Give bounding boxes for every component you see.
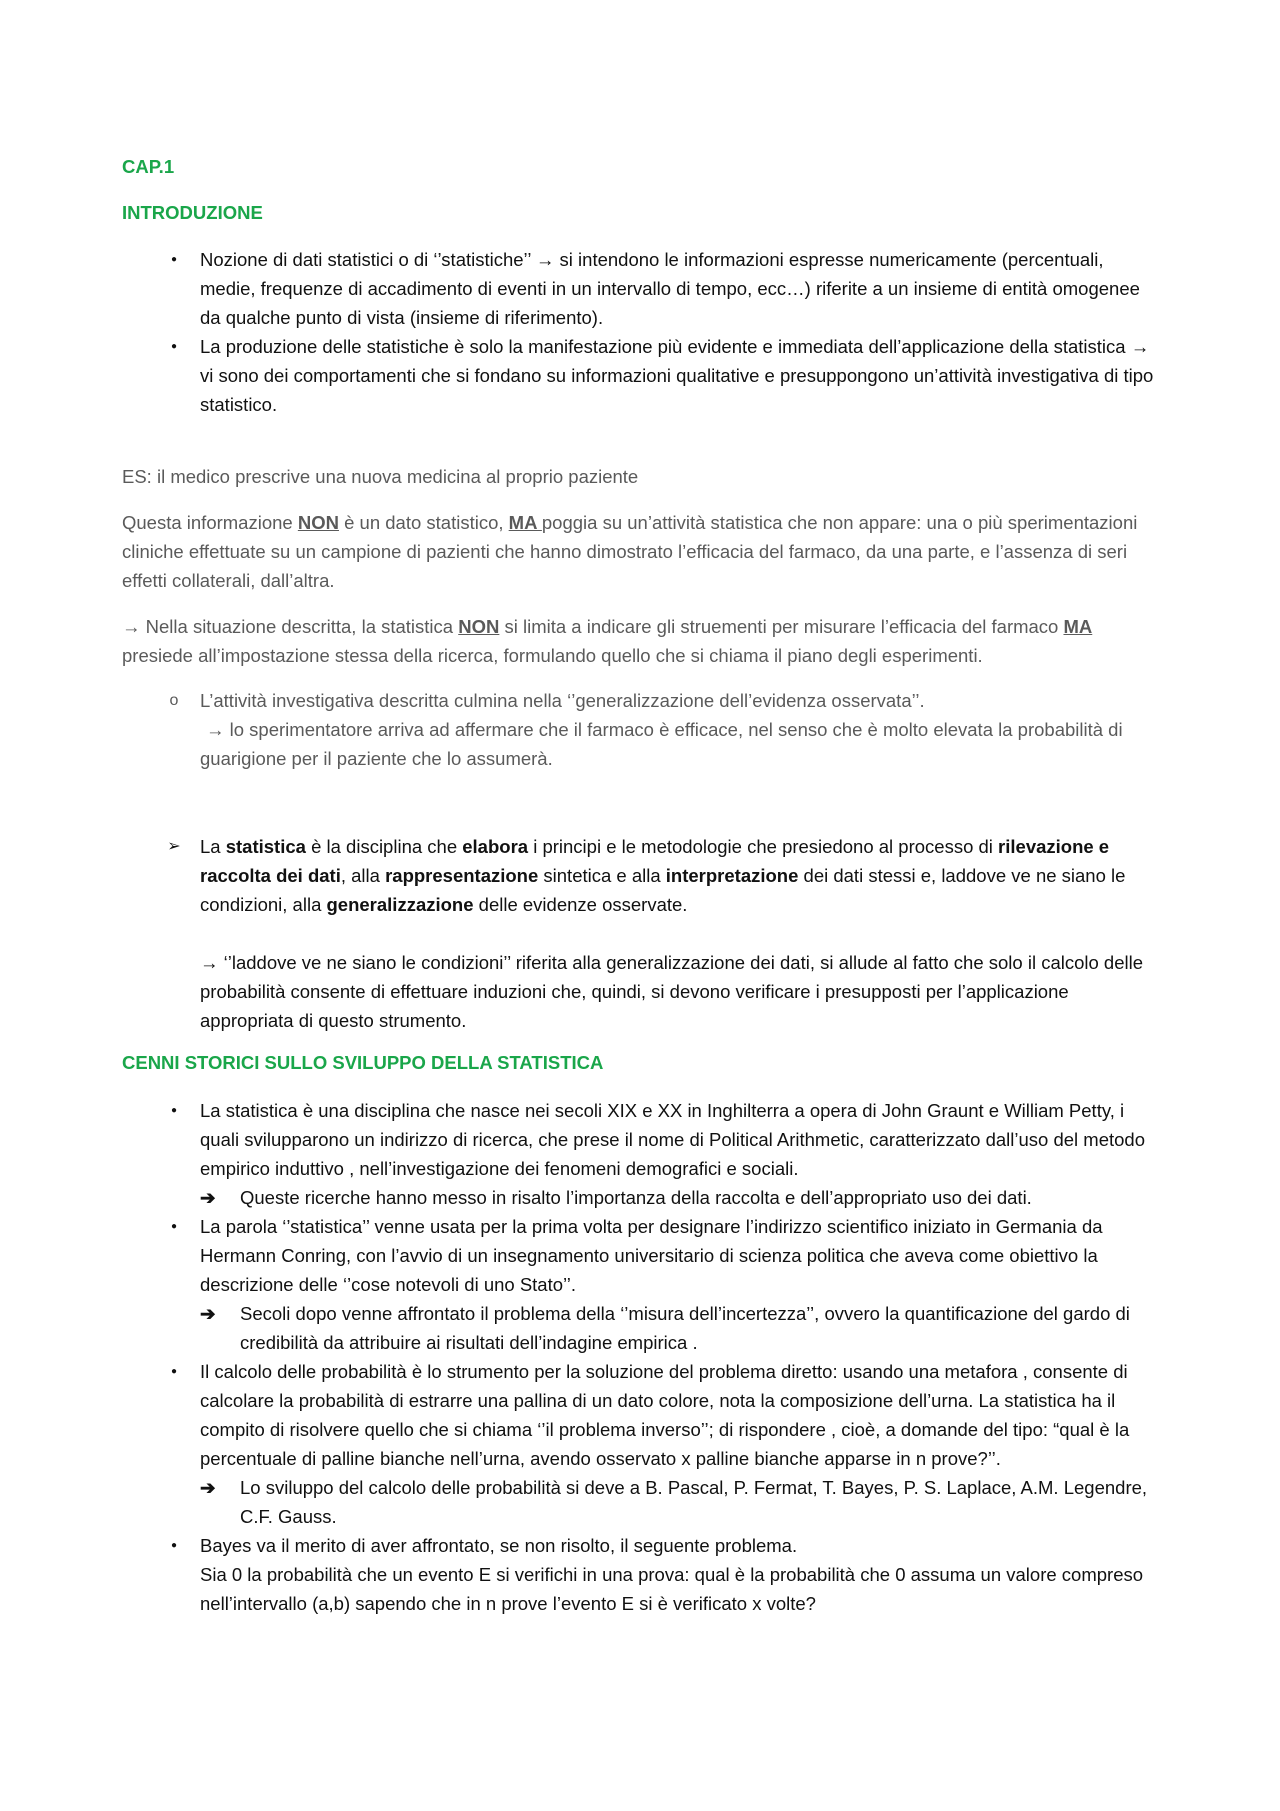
arrow-icon: ➔ [200,1303,216,1324]
bold-text: statistica [225,836,306,857]
list-item-text: → lo sperimentatore arriva ad affermare che il farmaco è efficace, nel senso che è molto elevata la probabilità di guarigione per il paziente che lo assumerà. [200,719,1123,769]
bullet-icon: ● [170,1540,178,1551]
list-item-text: Sia 0 la probabilità che un evento E si verifichi in una prova: qual è la probabilità che 0 assuma un valore compreso nell’intervallo (a,b) sapendo che in n prove l’evento E si è verificato x volte? [200,1564,1144,1614]
emphasis-ma: MA [1063,616,1093,637]
arrow-icon: ➔ [200,1477,216,1498]
bold-text: rilevazione e raccolta dei dati [200,836,1110,886]
bullet-icon: ● [170,1221,178,1232]
bold-text: interpretazione [665,865,799,886]
example-title: ES: il medico prescrive una nuova medicina al proprio paziente [122,466,639,487]
text: è la disciplina che [305,836,463,857]
text: Questa informazione [122,512,298,533]
text: delle evidenze osservate. [473,894,688,915]
text: i principi e le metodologie che presiedono al processo di [528,836,999,857]
sub-list-item-text: Secoli dopo venne affrontato il problema della ‘’misura dell’incertezza’’, ovvero la quantificazione del gardo di credibilità da attribuire ai risultati dell’indagine empirica . [240,1303,1130,1353]
list-item [0,832,1280,1035]
text: presiede all’impostazione stessa della ricerca, formulando quello che si chiama il piano degli esperimenti. [122,645,983,666]
intro-list [0,245,1280,419]
arrowhead-bullet-icon: ➢ [167,838,181,855]
text: , alla [340,865,386,886]
emphasis-non: NON [458,616,500,637]
list-item-text: La produzione delle statistiche è solo la manifestazione più evidente e immediata dell’applicazione della statistica → vi sono dei comportamenti che si fondano su informazioni qualitative e presuppongono un’attività investigativa di tipo statistico. [200,336,1154,415]
list-item [0,1357,1280,1473]
emphasis-non: NON [297,512,339,533]
bullet-icon: ● [170,341,178,352]
sub-list-item-text: Queste ricerche hanno messo in risalto l’importanza della raccolta e dell’appropriato uso dei dati. [240,1187,1032,1208]
list-item-text: La statistica è una disciplina che nasce nei secoli XIX e XX in Inghilterra a opera di John Graunt e William Petty, i quali svilupparono un indirizzo di ricerca, che prese il nome di Political Arithmetic, caratterizzato dall’uso del metodo empirico induttivo , nell’investigazione dei fenomeni demografici e sociali. [200,1100,1145,1179]
list-item [0,1096,1280,1183]
list-item-text: Nozione di dati statistici o di ‘’statistiche’’ → si intendono le informazioni espresse numericamente (percentuali, medie, frequenze di accadimento di eventi in un intervallo di tempo, ecc…) riferite a un insieme di entità omogenee da qualche punto di vista (insieme di riferimento). [200,249,1140,328]
sub-list-item-text: Lo sviluppo del calcolo delle probabilità si deve a B. Pascal, P. Fermat, T. Bayes, P. S. Laplace, A.M. Legendre, C.F. Gauss. [240,1477,1148,1527]
text: La [200,836,226,857]
example-sublist [0,686,1280,773]
definition-block [0,832,1280,1035]
list-item [0,1212,1280,1299]
list-item-text: Il calcolo delle probabilità è lo strumento per la soluzione del problema diretto: usando una metafora , consente di calcolare la probabilità di estrarre una pallina di un dato colore, nota la composizione dell’urna. La statistica ha il compito di risolvere quello che si chiama ‘’il problema inverso’’; di rispondere , cioè, a domande del tipo: “qual è la percentuale di palline bianche nell’urna, avendo osservato x palline bianche apparse in n prove?’’. [200,1361,1130,1469]
text: è un dato statistico, [338,512,509,533]
definition-note: → ‘’laddove ve ne siano le condizioni’’ riferita alla generalizzazione dei dati, si allude al fatto che solo il calcolo delle probabilità consente di effettuare induzioni che, quindi, si devono verificare i presupposti per l’applicazione appropriata di questo strumento. [200,952,1144,1031]
intro-heading: INTRODUZIONE [122,202,263,223]
chapter-heading: CAP.1 [122,156,175,177]
sub-list-item [0,1183,1280,1212]
list-item [0,1531,1280,1618]
list-item-text: L’attività investigativa descritta culmina nella ‘’generalizzazione dell’evidenza osservata’’. [200,690,925,711]
bold-text: generalizzazione [326,894,474,915]
bullet-icon: ● [170,1366,178,1377]
text: dei dati stessi e, laddove ve ne siano le condizioni, alla [200,865,1126,915]
example-paragraph-2 [122,612,1162,670]
bold-text: rappresentazione [385,865,539,886]
example-label [122,462,1162,491]
list-item [0,332,1280,419]
history-list [0,1096,1280,1618]
sub-list-item [0,1299,1280,1357]
text: sintetica e alla [538,865,666,886]
list-item-text: Bayes va il merito di aver affrontato, se non risolto, il seguente problema. [200,1535,798,1556]
bullet-icon: ● [170,254,178,265]
text: poggia su un’attività statistica che non appare: una o più sperimentazioni cliniche effettuate su un campione di pazienti che hanno dimostrato l’efficacia del farmaco, da una parte, e l’assenza di seri effetti collaterali, dall’altra. [122,512,1138,591]
history-heading: CENNI STORICI SULLO SVILUPPO DELLA STATISTICA [122,1052,604,1073]
arrow-icon: ➔ [200,1187,216,1208]
bold-text: elabora [462,836,529,857]
sub-list-item [0,1473,1280,1531]
emphasis-ma: MA [508,512,542,533]
text: si limita a indicare gli struementi per misurare l’efficacia del farmaco [499,616,1064,637]
example-paragraph-1 [122,508,1162,595]
list-item [0,245,1280,332]
list-item [0,686,1280,773]
bullet-icon: ● [170,1105,178,1116]
list-item-text: La parola ‘’statistica’’ venne usata per la prima volta per designare l’indirizzo scientifico iniziato in Germania da Hermann Conring, con l’avvio di un insegnamento universitario di scienza politica che aveva come obiettivo la descrizione delle ‘’cose notevoli di uno Stato’’. [200,1216,1103,1295]
circle-bullet-icon: o [169,692,179,709]
text: → Nella situazione descritta, la statistica [122,616,459,637]
